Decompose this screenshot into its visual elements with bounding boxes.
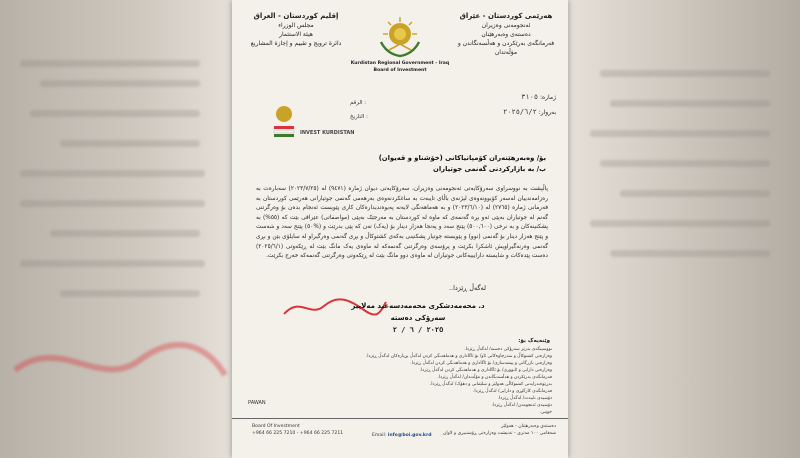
cc-item: بەڕێوەبەرایەتی کشتوکاڵی هەولێر و سلێمانی و دهۆک/ لەگەڵ ڕێزدا. <box>429 382 552 387</box>
stamp-number-label: الرقم : <box>350 100 367 106</box>
cc-item: خوێنی. <box>539 410 552 415</box>
stamp-date-label: التاريخ : <box>350 114 368 120</box>
signer-block <box>328 300 508 336</box>
header-line: هيئة الاستثمار <box>279 31 313 38</box>
cc-item: وەزارەتی دارایی و ئابووری/ بۆ ئاگاداری و هەماهەنگی کردن لەگەڵ ڕێزدا. <box>419 368 552 373</box>
invest-kurdistan-text: INVEST KURDISTAN <box>300 130 355 136</box>
letter-footer <box>232 418 568 458</box>
reference-block <box>503 90 556 120</box>
footer-left <box>252 423 343 437</box>
header-english-line: Kurdistan Regional Government - Iraq <box>350 61 450 66</box>
header-line: دائرة ترويج و تقييم و إجازة المشاريع <box>250 40 342 47</box>
header-kurdish <box>450 12 562 57</box>
subject-line-2: ب/ بە بازارکردنی گەنمی جوتیاران <box>433 165 546 173</box>
reference-date: ٢٠٢٥/٦/٢ <box>503 108 537 116</box>
letter-body: پاڵپشت بە نووسراوی سەرۆکایەتی ئەنجومەنی وەزیران، سەرۆکایەتی دیوان ژمارە (٩٤٧١) لە (٢٠٢٣/٧/٢٥) سەبارەت بە رەزامەندییان لەسەر کۆبوونەوەی لیژنەی باڵای تایبەت بە ساغکردنەوەی بەرهەمی گەنمی جوتیارانی هەرێمی کوردستان بە فەرمانی ژمارە (٢٧٦٥) لە (٢٠٢٣/٦/١٠) و بە هەماهەنگی لایەنە پەیوەندیدارەکان کاری پێویست ئەنجام بدەن بۆ وەرگرتنی گەنم لە جوتیاران بەپێی ئەو بڕە گەنمەی کە ماوە لە کوردستان بە مەرجێک بەپێی (مواصفاتی) عێراقی بێت کە (٥٥%) بە پشکنینەکان و بە نرخی (٥٠٠,٦٠٠) پێنج سەد و پەنجا هەزار دینار بۆ (یەک) تەن کە پێی بدرێت و (%٥٠) پێنج سەد و شەست و پێنج هەزار دینار بۆ گەنمی (نوو) و پێویستە جوتیار پشکنینی بەکەی کشتوکاڵ و بڕی گەنمی وەرگیراو لە سایلۆی بێن و بڕی گەنمی وەرنەگیراویش ئاشکرا بکرێت و پرۆسەی وەرگرتنی گەنمەکە لە ماوەی یەک مانگ بێت لە ڕێکەوتی (٢٠٢٥/٦/١) دەست پێدەکات و شایستە دارایییەکانی جوتیاران لە ماوەی دوو مانگ بێت لە ڕێکەوتی وەرگرتنی گەنمەکە خەرج بکرێت. <box>256 186 548 260</box>
cc-item: وەزارەتی کشتوکاڵ و سەرچاوەکانی ئاو/ بۆ ئاگاداری و هەماهەنگی کردن لەگەڵ بڕیارەکان لەگەڵ ڕێزدا. <box>365 354 552 359</box>
header-line: فەرمانگەی بەرێکردن و هەڵسەنگاندن و مۆڵەتدان <box>457 40 555 56</box>
krg-emblem-icon <box>375 14 425 60</box>
cc-item: دۆسیەی تایبەت/ لەگەڵ ڕێزدا. <box>497 396 552 401</box>
cc-item: دۆسیەی ئەنجومەن/ لەگەڵ ڕێزدا. <box>491 403 552 408</box>
letter-page <box>232 0 568 458</box>
invest-kurdistan-logo-icon <box>270 102 298 142</box>
footer-org: Board Of Investment <box>252 424 300 429</box>
footer-right <box>443 423 556 437</box>
invest-stamp <box>266 96 376 148</box>
header-line: مجلس الوزراء <box>278 22 314 29</box>
blurred-signature <box>10 330 230 400</box>
reference-number: ٣١٠٥ <box>521 93 539 101</box>
closing: لەگەڵ ڕێزدا.. <box>448 284 486 292</box>
footer-email-address: info@boi.gov.krd <box>387 433 432 438</box>
reference-date-label: بەروار: <box>538 109 556 116</box>
blurred-copy-right <box>570 0 800 458</box>
header-line: هەرێمی کوردستان - عێراق <box>459 12 553 20</box>
header-arabic <box>240 12 352 48</box>
header-english <box>340 60 460 74</box>
footer-email <box>372 433 432 438</box>
signer-date: ٢٠٢٥ / ٦ / ٢ <box>392 326 444 334</box>
header-line: إقليم كوردستان - العراق <box>253 12 339 20</box>
footer-address-2: شەقامی ١٠٠ مەتری - تەنیشت وەزارەتی ڕۆشنبیری و لاوان <box>442 431 556 436</box>
cc-item: وەزارەتی بازرگانی و پیشەسازی/ بۆ ئاگاداری و هەماهەنگی کردن لەگەڵ ڕێزدا. <box>410 361 552 366</box>
footer-phones: +964 66 225 7210 - +964 66 225 7211 <box>252 431 344 436</box>
footer-address-1: دەستەی وەبەرهێنان - هەولێر <box>501 424 556 429</box>
cc-item: فەرمانگەی بەرێکردن و هەڵسەنگاندن و مۆڵەتدان/ لەگەڵ ڕێزدا. <box>437 375 552 380</box>
header-english-line: Board of Investment <box>373 68 427 73</box>
footer-email-label: Email: <box>372 433 387 438</box>
header-line: ئەنجومەنی وەزیران <box>481 22 531 29</box>
typist-initials: PAWAN <box>248 400 266 406</box>
signer-title: سەرۆکی دەستە <box>390 314 446 322</box>
cc-item: فەرمانگەی کارگێڕی و دارایی/ لەگەڵ ڕێزدا. <box>473 389 552 394</box>
subject-line-1: بۆ/ وەبەرهێنەران کۆمپانیاکانی (خۆشناو و قەیوان) <box>378 154 546 162</box>
subject <box>306 153 546 175</box>
cc-title: وێنەیەک بۆ: <box>518 338 550 344</box>
cc-list <box>266 346 552 416</box>
reference-number-label: ژمارە: <box>539 94 556 101</box>
signer-name: د. محەمەدشکری محەمەدسەعید مەلاپیر <box>351 302 485 310</box>
header-line: دەستەی وەبەرهێنان <box>481 31 531 38</box>
cc-item: نووسینگەی بەرێز سەرۆکی دەستە/ لەگەڵ ڕێزدا. <box>464 347 552 352</box>
blurred-copy-left <box>0 0 230 458</box>
